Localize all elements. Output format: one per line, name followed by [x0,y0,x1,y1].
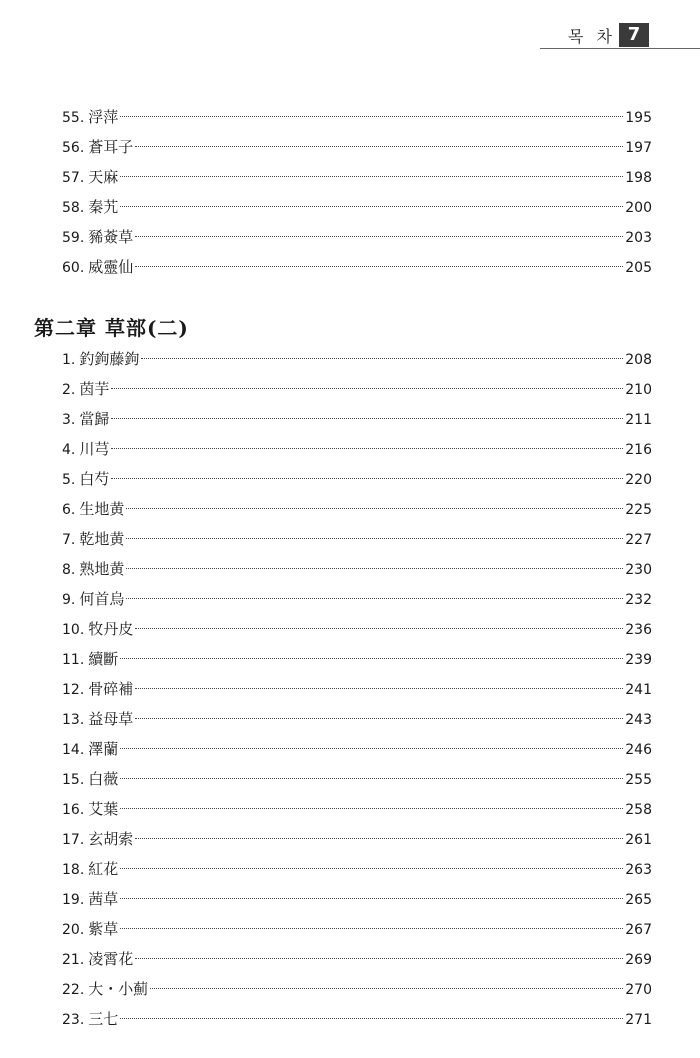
entry-title: 秦艽 [88,198,119,216]
entry-number: 4. [62,442,76,458]
entry-number: 1. [62,352,76,368]
dot-leader [120,808,623,809]
header-label: 목 차 [568,27,616,46]
toc-entry [62,704,652,734]
entry-title: 牧丹皮 [88,620,134,638]
entry-title: 何首烏 [79,590,125,608]
entry-title: 生地黄 [79,500,125,518]
toc-entry [62,434,652,464]
entry-title: 骨碎補 [88,680,134,698]
toc-entry [62,824,652,854]
entry-title: 豨薟草 [88,228,134,246]
entry-title: 茜草 [88,890,119,908]
chapter-heading: 第二章 草部(二) [34,316,189,340]
header-rule [540,48,700,49]
toc-entry [62,584,652,614]
entry-page: 267 [625,922,652,938]
toc-entry [62,944,652,974]
dot-leader [150,988,623,989]
dot-leader [126,598,623,599]
entry-title: 紅花 [88,860,119,878]
toc-entry [62,644,652,674]
dot-leader [120,868,623,869]
entry-number: 21. [62,952,85,968]
entry-page: 261 [625,832,652,848]
entry-page: 232 [625,592,652,608]
toc-entry [62,192,652,222]
dot-leader [120,778,623,779]
entry-page: 197 [625,140,652,156]
dot-leader [120,206,623,207]
dot-leader [120,1018,623,1019]
entry-number: 13. [62,712,85,728]
dot-leader [111,418,623,419]
entry-number: 60. [62,260,85,276]
entry-number: 22. [62,982,85,998]
entry-number: 10. [62,622,85,638]
entry-number: 5. [62,472,76,488]
toc-section-1 [62,102,652,282]
entry-page: 220 [625,472,652,488]
entry-number: 59. [62,230,85,246]
dot-leader [111,478,623,479]
dot-leader [120,748,623,749]
entry-title: 川芎 [79,440,110,458]
entry-title: 艾葉 [88,800,119,818]
dot-leader [135,236,623,237]
dot-leader [135,628,623,629]
entry-number: 19. [62,892,85,908]
toc-entry [62,974,652,1004]
entry-page: 258 [625,802,652,818]
entry-number: 55. [62,110,85,126]
entry-page: 270 [625,982,652,998]
entry-title: 浮萍 [88,108,119,126]
entry-page: 208 [625,352,652,368]
entry-number: 6. [62,502,76,518]
entry-title: 熟地黄 [79,560,125,578]
entry-number: 17. [62,832,85,848]
entry-page: 200 [625,200,652,216]
toc-entry [62,614,652,644]
dot-leader [126,568,623,569]
toc-entry [62,252,652,282]
dot-leader [141,358,623,359]
toc-entry [62,494,652,524]
entry-title: 澤蘭 [88,740,119,758]
entry-page: 241 [625,682,652,698]
entry-number: 15. [62,772,85,788]
entry-page: 263 [625,862,652,878]
entry-page: 211 [625,412,652,428]
toc-section-2 [62,344,652,1034]
toc-entry [62,222,652,252]
toc-entry [62,1004,652,1034]
dot-leader [120,176,623,177]
entry-page: 265 [625,892,652,908]
entry-number: 56. [62,140,85,156]
entry-number: 18. [62,862,85,878]
entry-page: 236 [625,622,652,638]
entry-page: 205 [625,260,652,276]
entry-title: 蒼耳子 [88,138,134,156]
toc-entry [62,884,652,914]
entry-title: 白薇 [88,770,119,788]
entry-number: 12. [62,682,85,698]
page-header [0,0,700,52]
toc-entry [62,132,652,162]
dot-leader [135,838,623,839]
entry-page: 269 [625,952,652,968]
toc-entry [62,794,652,824]
entry-number: 57. [62,170,85,186]
toc-entry [62,162,652,192]
entry-number: 23. [62,1012,85,1028]
dot-leader [135,958,623,959]
entry-title: 當歸 [79,410,110,428]
dot-leader [120,898,623,899]
entry-page: 271 [625,1012,652,1028]
entry-title: 白芍 [79,470,110,488]
entry-number: 16. [62,802,85,818]
dot-leader [120,116,623,117]
entry-page: 239 [625,652,652,668]
dot-leader [120,658,623,659]
entry-number: 11. [62,652,85,668]
toc-entry [62,734,652,764]
toc-entry [62,524,652,554]
toc-entry [62,674,652,704]
entry-page: 243 [625,712,652,728]
entry-number: 7. [62,532,76,548]
header-page-number: 7 [619,23,649,47]
entry-title: 釣鉤藤鉤 [79,350,140,368]
entry-title: 大・小薊 [88,980,149,998]
entry-page: 255 [625,772,652,788]
toc-entry [62,344,652,374]
entry-page: 246 [625,742,652,758]
toc-entry [62,554,652,584]
dot-leader [126,508,623,509]
toc-entry [62,854,652,884]
dot-leader [135,146,623,147]
entry-number: 3. [62,412,76,428]
dot-leader [111,388,623,389]
entry-page: 195 [625,110,652,126]
entry-title: 益母草 [88,710,134,728]
entry-page: 198 [625,170,652,186]
entry-title: 續斷 [88,650,119,668]
dot-leader [120,928,623,929]
toc-entry [62,914,652,944]
entry-number: 8. [62,562,76,578]
entry-page: 210 [625,382,652,398]
entry-number: 2. [62,382,76,398]
entry-title: 威靈仙 [88,258,134,276]
entry-title: 三七 [88,1010,119,1028]
toc-entry [62,764,652,794]
entry-title: 乾地黄 [79,530,125,548]
toc-entry [62,374,652,404]
entry-page: 216 [625,442,652,458]
dot-leader [135,266,623,267]
entry-title: 茵芋 [79,380,110,398]
toc-entry [62,464,652,494]
entry-number: 20. [62,922,85,938]
toc-entry [62,404,652,434]
toc-entry [62,102,652,132]
dot-leader [126,538,623,539]
dot-leader [135,718,623,719]
entry-title: 天麻 [88,168,119,186]
entry-page: 203 [625,230,652,246]
entry-number: 58. [62,200,85,216]
entry-page: 230 [625,562,652,578]
entry-title: 凌霄花 [88,950,134,968]
entry-number: 14. [62,742,85,758]
dot-leader [111,448,623,449]
entry-page: 227 [625,532,652,548]
entry-title: 玄胡索 [88,830,134,848]
entry-page: 225 [625,502,652,518]
entry-number: 9. [62,592,76,608]
entry-title: 紫草 [88,920,119,938]
dot-leader [135,688,623,689]
